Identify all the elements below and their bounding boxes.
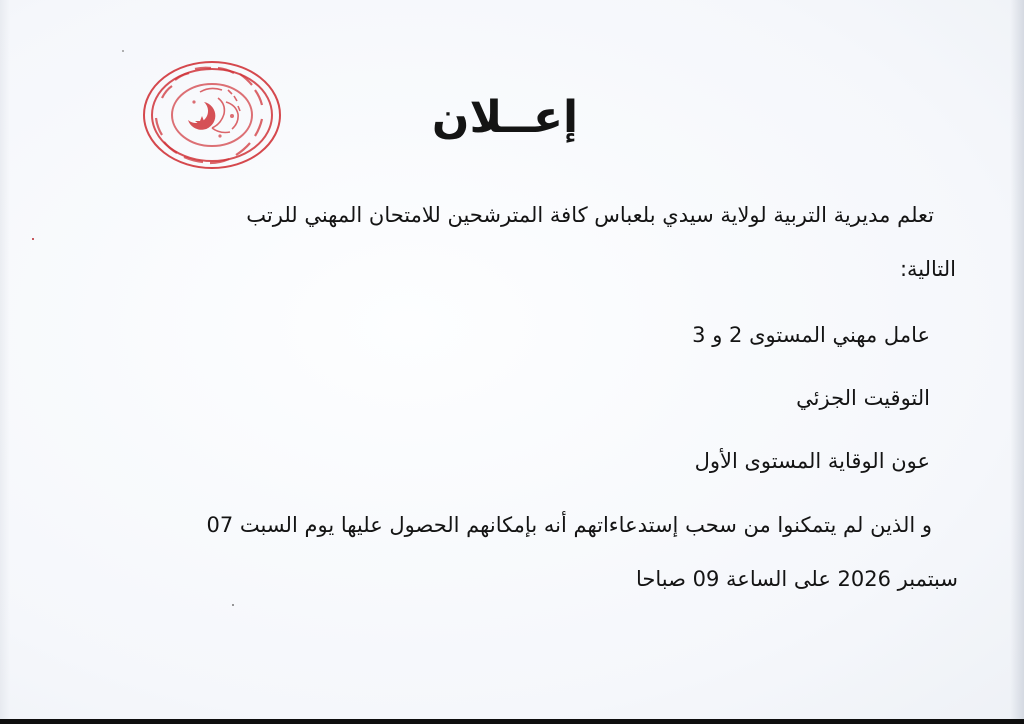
rank-item-1: عامل مهني المستوى 2 و 3 <box>692 323 930 347</box>
paragraph-line-7: سبتمبر 2026 على الساعة 09 صباحا <box>636 567 958 591</box>
paragraph-line-1: تعلم مديرية التربية لولاية سيدي بلعباس كافة المترشحين للامتحان المهني للرتب <box>246 203 934 227</box>
official-seal-icon <box>140 58 285 173</box>
paragraph-line-2: التالية: <box>899 257 956 281</box>
ink-speck <box>122 50 124 52</box>
ink-speck <box>232 604 234 606</box>
document-title: إعــلان <box>431 92 579 143</box>
paragraph-line-6: و الذين لم يتمكنوا من سحب إستدعاءاتهم أنه بإمكانهم الحصول عليها يوم السبت 07 <box>206 513 932 537</box>
ink-speck <box>32 238 34 240</box>
page-edge-left <box>0 0 10 724</box>
rank-item-2: التوقيت الجزئي <box>796 386 930 410</box>
page-edge-shadow <box>1010 0 1024 724</box>
rank-item-3: عون الوقاية المستوى الأول <box>694 449 930 473</box>
scan-bottom-edge <box>0 719 1024 724</box>
